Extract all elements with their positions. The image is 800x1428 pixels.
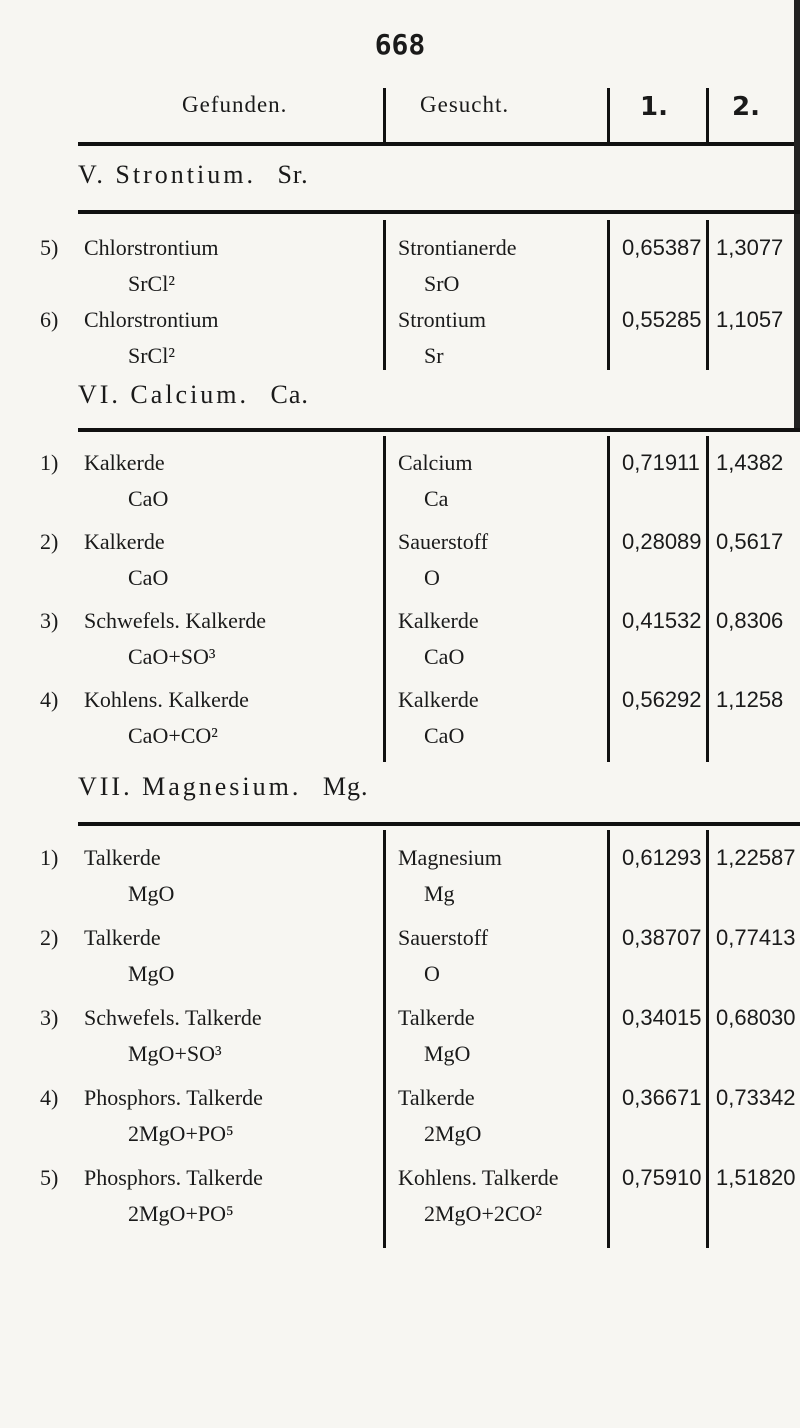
sought-formula: 2MgO+2CO² — [424, 1201, 543, 1226]
row-number: 6) — [40, 307, 59, 332]
sought-formula: SrO — [424, 271, 460, 296]
found-formula: 2MgO+PO⁵ — [128, 1121, 234, 1146]
header-col2: 2. — [732, 92, 760, 122]
row-number: 4) — [40, 1085, 59, 1110]
section-rule — [78, 428, 800, 432]
row-number: 3) — [40, 608, 59, 633]
sought-substance: Sauerstoff — [398, 529, 489, 554]
row-number: 3) — [40, 1005, 59, 1030]
factor-1: 0,75910 — [622, 1165, 702, 1190]
found-formula: 2MgO+PO⁵ — [128, 1201, 234, 1226]
found-formula: CaO — [128, 565, 169, 590]
found-substance: Schwefels. Talkerde — [84, 1005, 262, 1030]
factor-2: 0,68030 — [716, 1005, 796, 1030]
factor-2: 1,3077 — [716, 235, 784, 260]
table-row-formula — [0, 723, 800, 763]
sought-formula: CaO — [424, 723, 465, 748]
factor-1: 0,41532 — [622, 608, 702, 633]
row-number: 5) — [40, 235, 59, 260]
found-substance: Talkerde — [84, 925, 161, 950]
factor-2: 1,1258 — [716, 687, 784, 712]
sought-formula: MgO — [424, 1041, 471, 1066]
factor-2: 0,73342 — [716, 1085, 796, 1110]
factor-1: 0,56292 — [622, 687, 702, 712]
sought-formula: O — [424, 961, 440, 986]
table-row — [0, 687, 800, 727]
section-title-main: VI. Calcium. — [78, 380, 250, 409]
table-row — [0, 235, 800, 275]
sought-substance: Kohlens. Talkerde — [398, 1165, 559, 1190]
sought-substance: Talkerde — [398, 1085, 475, 1110]
found-substance: Kalkerde — [84, 450, 165, 475]
found-formula: MgO+SO³ — [128, 1041, 222, 1066]
table-row-formula — [0, 961, 800, 1001]
table-row-formula — [0, 644, 800, 684]
header-divider-3 — [706, 88, 709, 144]
factor-1: 0,65387 — [622, 235, 702, 260]
table-row-formula — [0, 881, 800, 921]
sought-formula: Sr — [424, 343, 444, 368]
found-formula: CaO+SO³ — [128, 644, 216, 669]
found-substance: Phosphors. Talkerde — [84, 1165, 263, 1190]
section-title-main: V. Strontium. — [78, 160, 256, 189]
page-number: 668 — [374, 28, 426, 61]
sought-formula: 2MgO — [424, 1121, 482, 1146]
table-row — [0, 1085, 800, 1125]
header-sought: Gesucht. — [420, 92, 510, 117]
factor-2: 1,4382 — [716, 450, 784, 475]
header-col1: 1. — [640, 92, 668, 122]
found-substance: Talkerde — [84, 845, 161, 870]
header-found: Gefunden. — [182, 92, 288, 117]
row-number: 4) — [40, 687, 59, 712]
factor-2: 0,8306 — [716, 608, 784, 633]
factor-2: 0,77413 — [716, 925, 796, 950]
section-title-main: VII. Magnesium. — [78, 772, 302, 801]
header-rule — [78, 142, 800, 146]
table-row — [0, 1005, 800, 1045]
factor-1: 0,28089 — [622, 529, 702, 554]
factor-2: 1,1057 — [716, 307, 784, 332]
table-row — [0, 925, 800, 965]
section-title-strontium — [78, 160, 309, 190]
table-row-formula — [0, 565, 800, 605]
section-title-symbol: Mg. — [322, 772, 369, 801]
section-title-symbol: Ca. — [270, 380, 309, 409]
table-row-formula — [0, 1041, 800, 1081]
sought-substance: Talkerde — [398, 1005, 475, 1030]
table-row — [0, 450, 800, 490]
sought-substance: Strontium — [398, 307, 487, 332]
factor-2: 1,51820 — [716, 1165, 796, 1190]
section-rule — [78, 822, 800, 826]
found-formula: MgO — [128, 881, 175, 906]
found-formula: CaO+CO² — [128, 723, 218, 748]
row-number: 1) — [40, 845, 59, 870]
factor-2: 1,22587 — [716, 845, 796, 870]
table-row — [0, 529, 800, 569]
section-title-magnesium — [78, 772, 368, 802]
found-substance: Chlorstrontium — [84, 235, 219, 260]
factor-1: 0,36671 — [622, 1085, 702, 1110]
sought-formula: Ca — [424, 486, 449, 511]
header-divider-1 — [383, 88, 386, 144]
found-substance: Kohlens. Kalkerde — [84, 687, 249, 712]
table-row — [0, 845, 800, 885]
found-formula: SrCl² — [128, 343, 175, 368]
factor-1: 0,38707 — [622, 925, 702, 950]
found-substance: Schwefels. Kalkerde — [84, 608, 267, 633]
row-number: 2) — [40, 925, 59, 950]
found-formula: CaO — [128, 486, 169, 511]
found-formula: SrCl² — [128, 271, 175, 296]
factor-1: 0,71911 — [622, 450, 700, 475]
found-substance: Phosphors. Talkerde — [84, 1085, 263, 1110]
row-number: 2) — [40, 529, 59, 554]
table-row-formula — [0, 1201, 800, 1241]
table-row — [0, 608, 800, 648]
factor-2: 0,5617 — [716, 529, 784, 554]
row-number: 1) — [40, 450, 59, 475]
found-formula: MgO — [128, 961, 175, 986]
section-rule — [78, 210, 800, 214]
factor-1: 0,34015 — [622, 1005, 702, 1030]
table-row-formula — [0, 343, 800, 383]
section-title-calcium — [78, 380, 309, 410]
row-number: 5) — [40, 1165, 59, 1190]
sought-substance: Kalkerde — [398, 687, 479, 712]
section-title-symbol: Sr. — [277, 160, 309, 189]
factor-1: 0,61293 — [622, 845, 702, 870]
header-divider-2 — [607, 88, 610, 144]
column-header-row — [0, 88, 800, 134]
sought-substance: Magnesium — [398, 845, 502, 870]
sought-formula: O — [424, 565, 440, 590]
sought-formula: Mg — [424, 881, 455, 906]
sought-substance: Strontianerde — [398, 235, 517, 260]
found-substance: Kalkerde — [84, 529, 165, 554]
table-row-formula — [0, 486, 800, 526]
table-row — [0, 1165, 800, 1205]
sought-substance: Sauerstoff — [398, 925, 489, 950]
sought-substance: Kalkerde — [398, 608, 479, 633]
table-row-formula — [0, 1121, 800, 1161]
table-row-formula — [0, 271, 800, 311]
factor-1: 0,55285 — [622, 307, 702, 332]
found-substance: Chlorstrontium — [84, 307, 219, 332]
sought-substance: Calcium — [398, 450, 473, 475]
sought-formula: CaO — [424, 644, 465, 669]
table-row — [0, 307, 800, 347]
